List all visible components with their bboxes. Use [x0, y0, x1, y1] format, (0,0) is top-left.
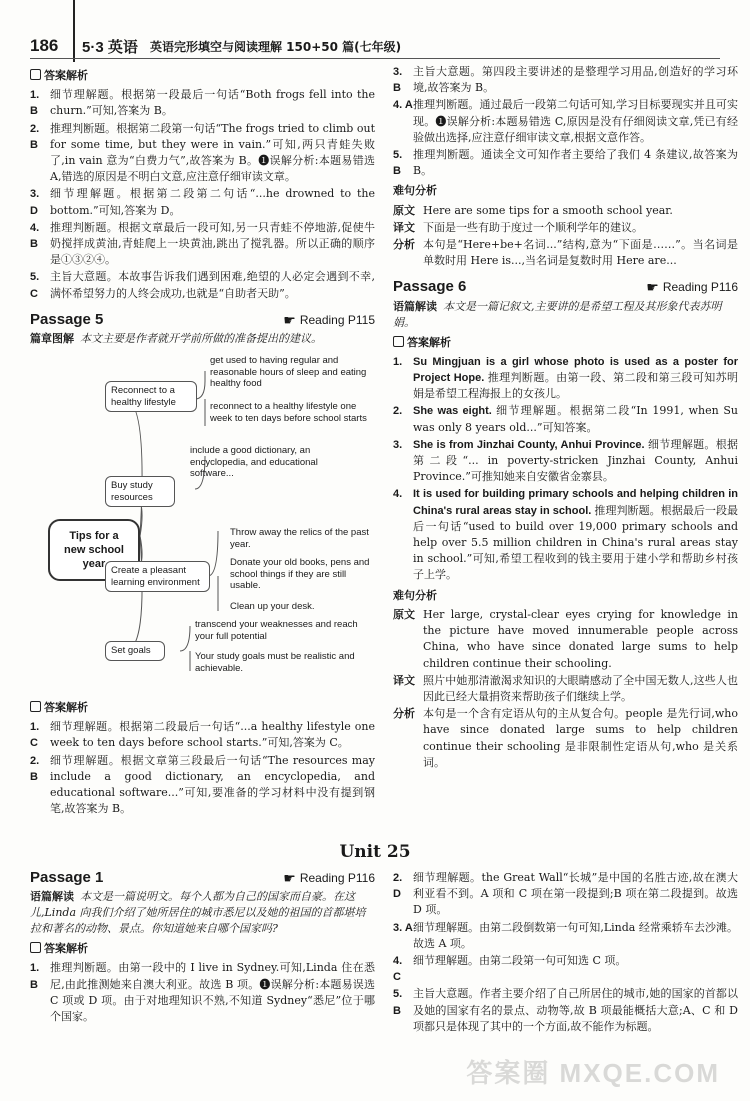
- answer-item: [393, 147, 738, 179]
- answer-item: [30, 719, 375, 751]
- analysis-label: 分析: [393, 707, 415, 721]
- page-number: 186: [30, 36, 59, 55]
- answer-text: 细节理解题。由第二段倒数第一句可知,Linda 经常乘轿车去沙滩。故选 A 项。: [413, 920, 738, 950]
- answer-text: 推理判断题。通过最后一段第二句话可知,学习目标要现实并且可实现。❶误解分析:本题易错选 C,原因是没有仔细阅读文章,凭已有经验做出选择,应注意仔细审读文章,根据文意作答。: [413, 98, 738, 144]
- answer-number: 4. B: [30, 221, 40, 251]
- analysis-text: 本句是一个含有定语从句的主从复合句。people 是先行词,who have since donated large sums to help children continue their schooling 是非限制性定语从句,who 是关系词。: [423, 707, 738, 769]
- answer-section-title: 答案解析: [30, 700, 375, 716]
- answer-item: [30, 220, 375, 269]
- answer-item: [30, 186, 375, 218]
- passage6-header: [393, 279, 738, 295]
- reading-ref: ☛ Reading P115: [283, 311, 375, 328]
- answer-section-title: 答案解析: [30, 941, 375, 957]
- answer-text: Su Mingjuan is a girl whose photo is used as a poster for Project Hope. 推理判断题。由第一段、第二段和第三段可知苏明娟是希望工程海报上的女孩儿。: [413, 355, 738, 401]
- answer-item: [393, 870, 738, 919]
- unit-right-column: [393, 870, 738, 1036]
- answer-number: 2. D: [393, 872, 403, 901]
- answer-list: [393, 870, 738, 1035]
- answer-number: 4.: [393, 488, 403, 501]
- leaf-goals: Your study goals must be realistic and achievable.: [195, 651, 355, 674]
- leaf-donate: Donate your old books, pens and school things if they are still usable.: [230, 557, 370, 592]
- difficult-analysis: [393, 607, 738, 771]
- answer-item: [30, 87, 375, 119]
- left-column: [30, 64, 375, 818]
- branch-environment: Create a pleasant learning environment: [105, 561, 210, 592]
- answer-item: [30, 121, 375, 186]
- answer-list: [393, 64, 738, 179]
- page-header: [0, 0, 750, 64]
- answer-text: She is from Jinzhai County, Anhui Province. 细节理解题。根据第二段“... in poverty-stricken Jinzhai County, Anhui Province.”可推知她来自安徽省金寨县。: [413, 437, 738, 484]
- answer-text: 推理判断题。根据第二段第一句话“The frogs tried to climb out for some time, but they were in vain.”可知,两只青蛙失败了,in vain 意为“白费力气”,故答案为 B。❶误解分析:本题易错选 A,错选的原因是不明白文意,应注意仔细审读文章。: [50, 121, 375, 184]
- passage-title: Passage 6: [393, 278, 467, 296]
- answer-number: 1. B: [30, 89, 40, 118]
- unit-passage1-intro: 语篇解读 本文是一篇说明文。每个人都为自己的国家而自豪。在这儿,Linda 向我们介绍了她所居住的城市悉尼以及她的祖国的首都堪培拉和著名的动物、景点。你知道她来自哪个国家吗?: [30, 890, 366, 936]
- answer-number: 3.: [393, 438, 403, 451]
- answer-text: It is used for building primary schools and helping children in China's rural areas stay in school. 推理判断题。根据最后一段最后一句话“used to build over 19,000 primary schools and help over 5.5 million children in China's rural areas stay in school.”可知,希望工程收到的钱主要用于建小学和帮助乡村孩子上学。: [413, 488, 738, 582]
- branch-set-goals: Set goals: [105, 641, 165, 661]
- analysis-text: Here are some tips for a smooth school year.: [423, 203, 673, 217]
- difficult-section-title: 难句分析: [393, 588, 437, 602]
- analysis-label: 译文: [393, 673, 415, 687]
- answer-item: [393, 920, 738, 952]
- passage6-intro: 语篇解读 本文是一篇记叙文,主要讲的是希望工程及其形象代表苏明娟。: [393, 299, 722, 329]
- brand-logo: 5·3 英语: [82, 39, 138, 56]
- leaf-reconnect: reconnect to a healthy lifestyle one week to ten days before school starts: [210, 401, 367, 424]
- answer-text: 推理判断题。由第一段中的 I live in Sydney.可知,Linda 住在悉尼,由此推测她来自澳大利亚。故选 B 项。❶误解分析:本题易误选 C 项或 D 项。由于对地理知识不熟,不知道 Sydney“悉尼”位于哪个国家。: [50, 961, 375, 1024]
- passage5-header: [30, 312, 375, 328]
- lock-icon: [30, 701, 41, 712]
- answer-item: [393, 437, 738, 486]
- analysis-row: [393, 203, 738, 219]
- pointing-hand-icon: ☛: [283, 311, 296, 328]
- analysis-row: [393, 673, 738, 705]
- analysis-label: 原文: [393, 203, 415, 217]
- answer-number: 3. A: [393, 921, 413, 934]
- answer-number: 5. C: [30, 271, 40, 300]
- right-column: [393, 64, 738, 772]
- leaf-desk: Clean up your desk.: [230, 601, 315, 613]
- pointing-hand-icon: ☛: [283, 870, 296, 886]
- pointing-hand-icon: ☛: [646, 279, 659, 296]
- passage5-intro: 篇章图解 本文主要是作者就开学前所做的准备提出的建议。: [30, 332, 322, 346]
- answer-list: [30, 960, 375, 1025]
- passage-title: Passage 5: [30, 310, 104, 328]
- reading-ref: ☛ Reading P116: [283, 870, 375, 886]
- analysis-label: 译文: [393, 220, 415, 234]
- answer-item: [393, 97, 738, 146]
- unit-title: Unit 25: [339, 842, 411, 862]
- answer-item: [393, 986, 738, 1035]
- answer-text: 细节理解题。由第二段第一句可知选 C 项。: [413, 954, 627, 968]
- answer-item: [30, 753, 375, 818]
- answer-text: 推理判断题。通读全文可知作者主要给了我们 4 条建议,故答案为 B。: [413, 148, 738, 178]
- answer-section-title: 答案解析: [393, 335, 738, 351]
- analysis-text: 照片中她那清澈渴求知识的大眼睛感动了全中国无数人,这些人也因此已经大量捐资来帮助孩子们继续上学。: [423, 673, 738, 703]
- leaf-sleep: get used to having regular and reasonable hours of sleep and eating healthy food: [210, 355, 367, 390]
- analysis-text: 下面是一些有助于度过一个顺利学年的建议。: [423, 220, 643, 234]
- analysis-row: [393, 220, 738, 236]
- answer-item: [30, 960, 375, 1025]
- book-title: 英语完形填空与阅读理解 150+50 篇(七年级): [150, 40, 402, 54]
- analysis-label: 原文: [393, 607, 415, 621]
- leaf-weaknesses: transcend your weaknesses and reach your full potential: [195, 619, 358, 642]
- answer-text: 推理判断题。根据文章最后一段可知,另一只青蛙不停地游,促使牛奶搅拌成黄油,青蛙爬上一块黄油,跳出了搅乳器。所以正确的顺序是①③②④。: [50, 220, 375, 267]
- answer-number: 2. B: [30, 122, 40, 151]
- answer-section-title: 答案解析: [30, 68, 375, 84]
- answer-item: [393, 354, 738, 403]
- answer-text: 主旨大意题。第四段主要讲述的是整理学习用品,创造好的学习环境,故答案为 B。: [413, 65, 738, 95]
- answer-number: 5. B: [393, 149, 403, 178]
- answer-number: 2.: [393, 405, 403, 418]
- lock-icon: [393, 336, 404, 347]
- answer-text: 主旨大意题。作者主要介绍了自己所居住的城市,她的国家的首都以及她的国家有名的景点、动物等,故 B 项最能概括大意;A、C 和 D 项都只是体现了其中的一个方面,故不能作为标题。: [413, 987, 738, 1033]
- header-rule: [30, 58, 720, 59]
- branch-study-resources: Buy study resources: [105, 476, 175, 507]
- answer-text: 细节理解题。根据第一段最后一句话“Both frogs fell into the churn.”可知,答案为 B。: [50, 88, 375, 118]
- answer-item: [393, 403, 738, 435]
- answer-item: [393, 64, 738, 96]
- answer-text: 细节理解题。根据第二段第二句话“...he drowned to the bottom.”可知,答案为 D。: [50, 187, 375, 217]
- answer-item: [393, 486, 738, 583]
- mind-map: [30, 351, 375, 696]
- analysis-text: 本句是“Here+be+名词...”结构,意为“下面是……”。当名词是单数时用 Here is...,当名词是复数时用 Here are...: [423, 238, 738, 268]
- unit-left-column: [30, 870, 375, 1026]
- answer-text: 细节理解题。the Great Wall“长城”是中国的名胜古迹,故在澳大利亚看不到。A 项和 C 项在第一段提到;B 项在第二段提到。故选 D 项。: [413, 871, 738, 917]
- answer-text: 细节理解题。根据文章第三段最后一句话“The resources may include a good dictionary, an encyclopedia, and educational software...”可知,要准备的学习材料中没有提到钢笔,故答案为 B。: [50, 753, 375, 816]
- difficult-section-title: 难句分析: [393, 184, 437, 198]
- mind-map-center: Tips for a new school year: [48, 519, 140, 581]
- answer-number: 4. C: [393, 955, 403, 984]
- answer-list: [393, 354, 738, 584]
- leaf-relics: Throw away the relics of the past year.: [230, 527, 369, 550]
- site-watermark: 答案圈 MXQE.COM: [466, 1058, 720, 1088]
- answer-text: 主旨大意题。本故事告诉我们遇到困难,绝望的人必定会遇到不幸,满怀希望努力的人终会成功,也就是“自助者天助”。: [50, 270, 375, 300]
- answer-text: She was eight. 细节理解题。根据第二段“In 1991, when Su was only 8 years old...”可知答案。: [413, 404, 739, 434]
- answer-number: 1. C: [30, 721, 40, 750]
- analysis-row: [393, 607, 738, 672]
- lock-icon: [30, 69, 41, 80]
- header-divider: [73, 0, 75, 62]
- passage-title: Passage 1: [30, 869, 104, 886]
- analysis-row: [393, 706, 738, 771]
- answer-number: 2. B: [30, 754, 40, 783]
- answer-list: [30, 719, 375, 817]
- analysis-row: [393, 237, 738, 269]
- leaf-dictionary: include a good dictionary, an encyclopedia, and educational software...: [190, 445, 318, 480]
- lock-icon: [30, 942, 41, 953]
- answer-item: [30, 269, 375, 301]
- answer-text: 细节理解题。根据第二段最后一句话“...a healthy lifestyle one week to ten days before school starts.”可知,答案为 C。: [50, 720, 375, 750]
- answer-number: 3. D: [30, 188, 40, 217]
- answer-number: 1. B: [30, 962, 40, 991]
- answer-number: 1.: [393, 355, 403, 368]
- answer-number: 5. B: [393, 988, 403, 1017]
- answer-list: [30, 87, 375, 302]
- reading-ref: ☛ Reading P116: [646, 279, 738, 296]
- answer-number: 4. A: [393, 99, 413, 112]
- answer-number: 3. B: [393, 66, 403, 95]
- answer-item: [393, 953, 738, 985]
- analysis-label: 分析: [393, 238, 415, 252]
- analysis-text: Her large, crystal-clear eyes crying for knowledge in the picture have moved innumerable people across China, who have since donated large sums to help children continue their schooling.: [423, 607, 738, 670]
- difficult-analysis: [393, 203, 738, 270]
- branch-healthy-lifestyle: Reconnect to a healthy lifestyle: [105, 381, 197, 412]
- unit-passage1-header: [30, 870, 375, 886]
